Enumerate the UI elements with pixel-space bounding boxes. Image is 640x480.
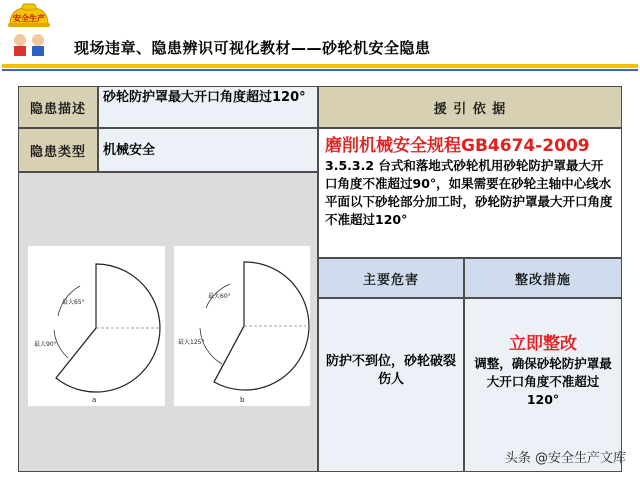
safety-logo: [6, 2, 52, 56]
left-caption: a: [92, 396, 97, 404]
left-angle-bottom: 最大90°: [34, 341, 57, 348]
logo-text: 安全生产: [13, 14, 45, 23]
desc-label: 隐患描述: [18, 86, 98, 128]
hazard-label: 主要危害: [318, 258, 464, 298]
left-angle-top: 最大65°: [62, 299, 85, 306]
fix-title: 立即整改: [509, 334, 577, 354]
law-text: 3.5.3.2 台式和落地式砂轮机用砂轮防护罩最大开口角度不准超过90°，如果需要在砂轮主轴中心线水平面以下砂轮部分加工时，砂轮防护罩最大开口角度不准超过120°: [325, 158, 613, 227]
header-divider-blue: [2, 69, 638, 71]
law-title: 磨削机械安全规程GB4674-2009: [325, 136, 590, 156]
fix-text: 调整，确保砂轮防护罩最大开口角度不准超过120°: [474, 356, 612, 407]
right-angle-top: 最大60°: [208, 293, 231, 300]
type-value: 机械安全: [98, 128, 318, 172]
type-label: 隐患类型: [18, 128, 98, 172]
diagram-right: [174, 246, 310, 406]
page-title: 现场违章、隐患辨识可视化教材——砂轮机安全隐患: [74, 39, 431, 57]
right-angle-bottom: 最大125°: [178, 339, 205, 346]
right-caption: b: [240, 396, 245, 404]
diagram-left: [28, 246, 165, 406]
law-cell: [318, 128, 622, 258]
hazard-text: 防护不到位，砂轮破裂伤人: [318, 298, 464, 472]
header-divider: [2, 64, 638, 68]
basis-label: 援 引 依 据: [318, 86, 622, 128]
desc-value: 砂轮防护罩最大开口角度超过120°: [98, 86, 318, 128]
watermark: 头条 @安全生产文库: [504, 451, 626, 466]
measure-label: 整改措施: [464, 258, 622, 298]
measure-cell: [464, 298, 622, 472]
